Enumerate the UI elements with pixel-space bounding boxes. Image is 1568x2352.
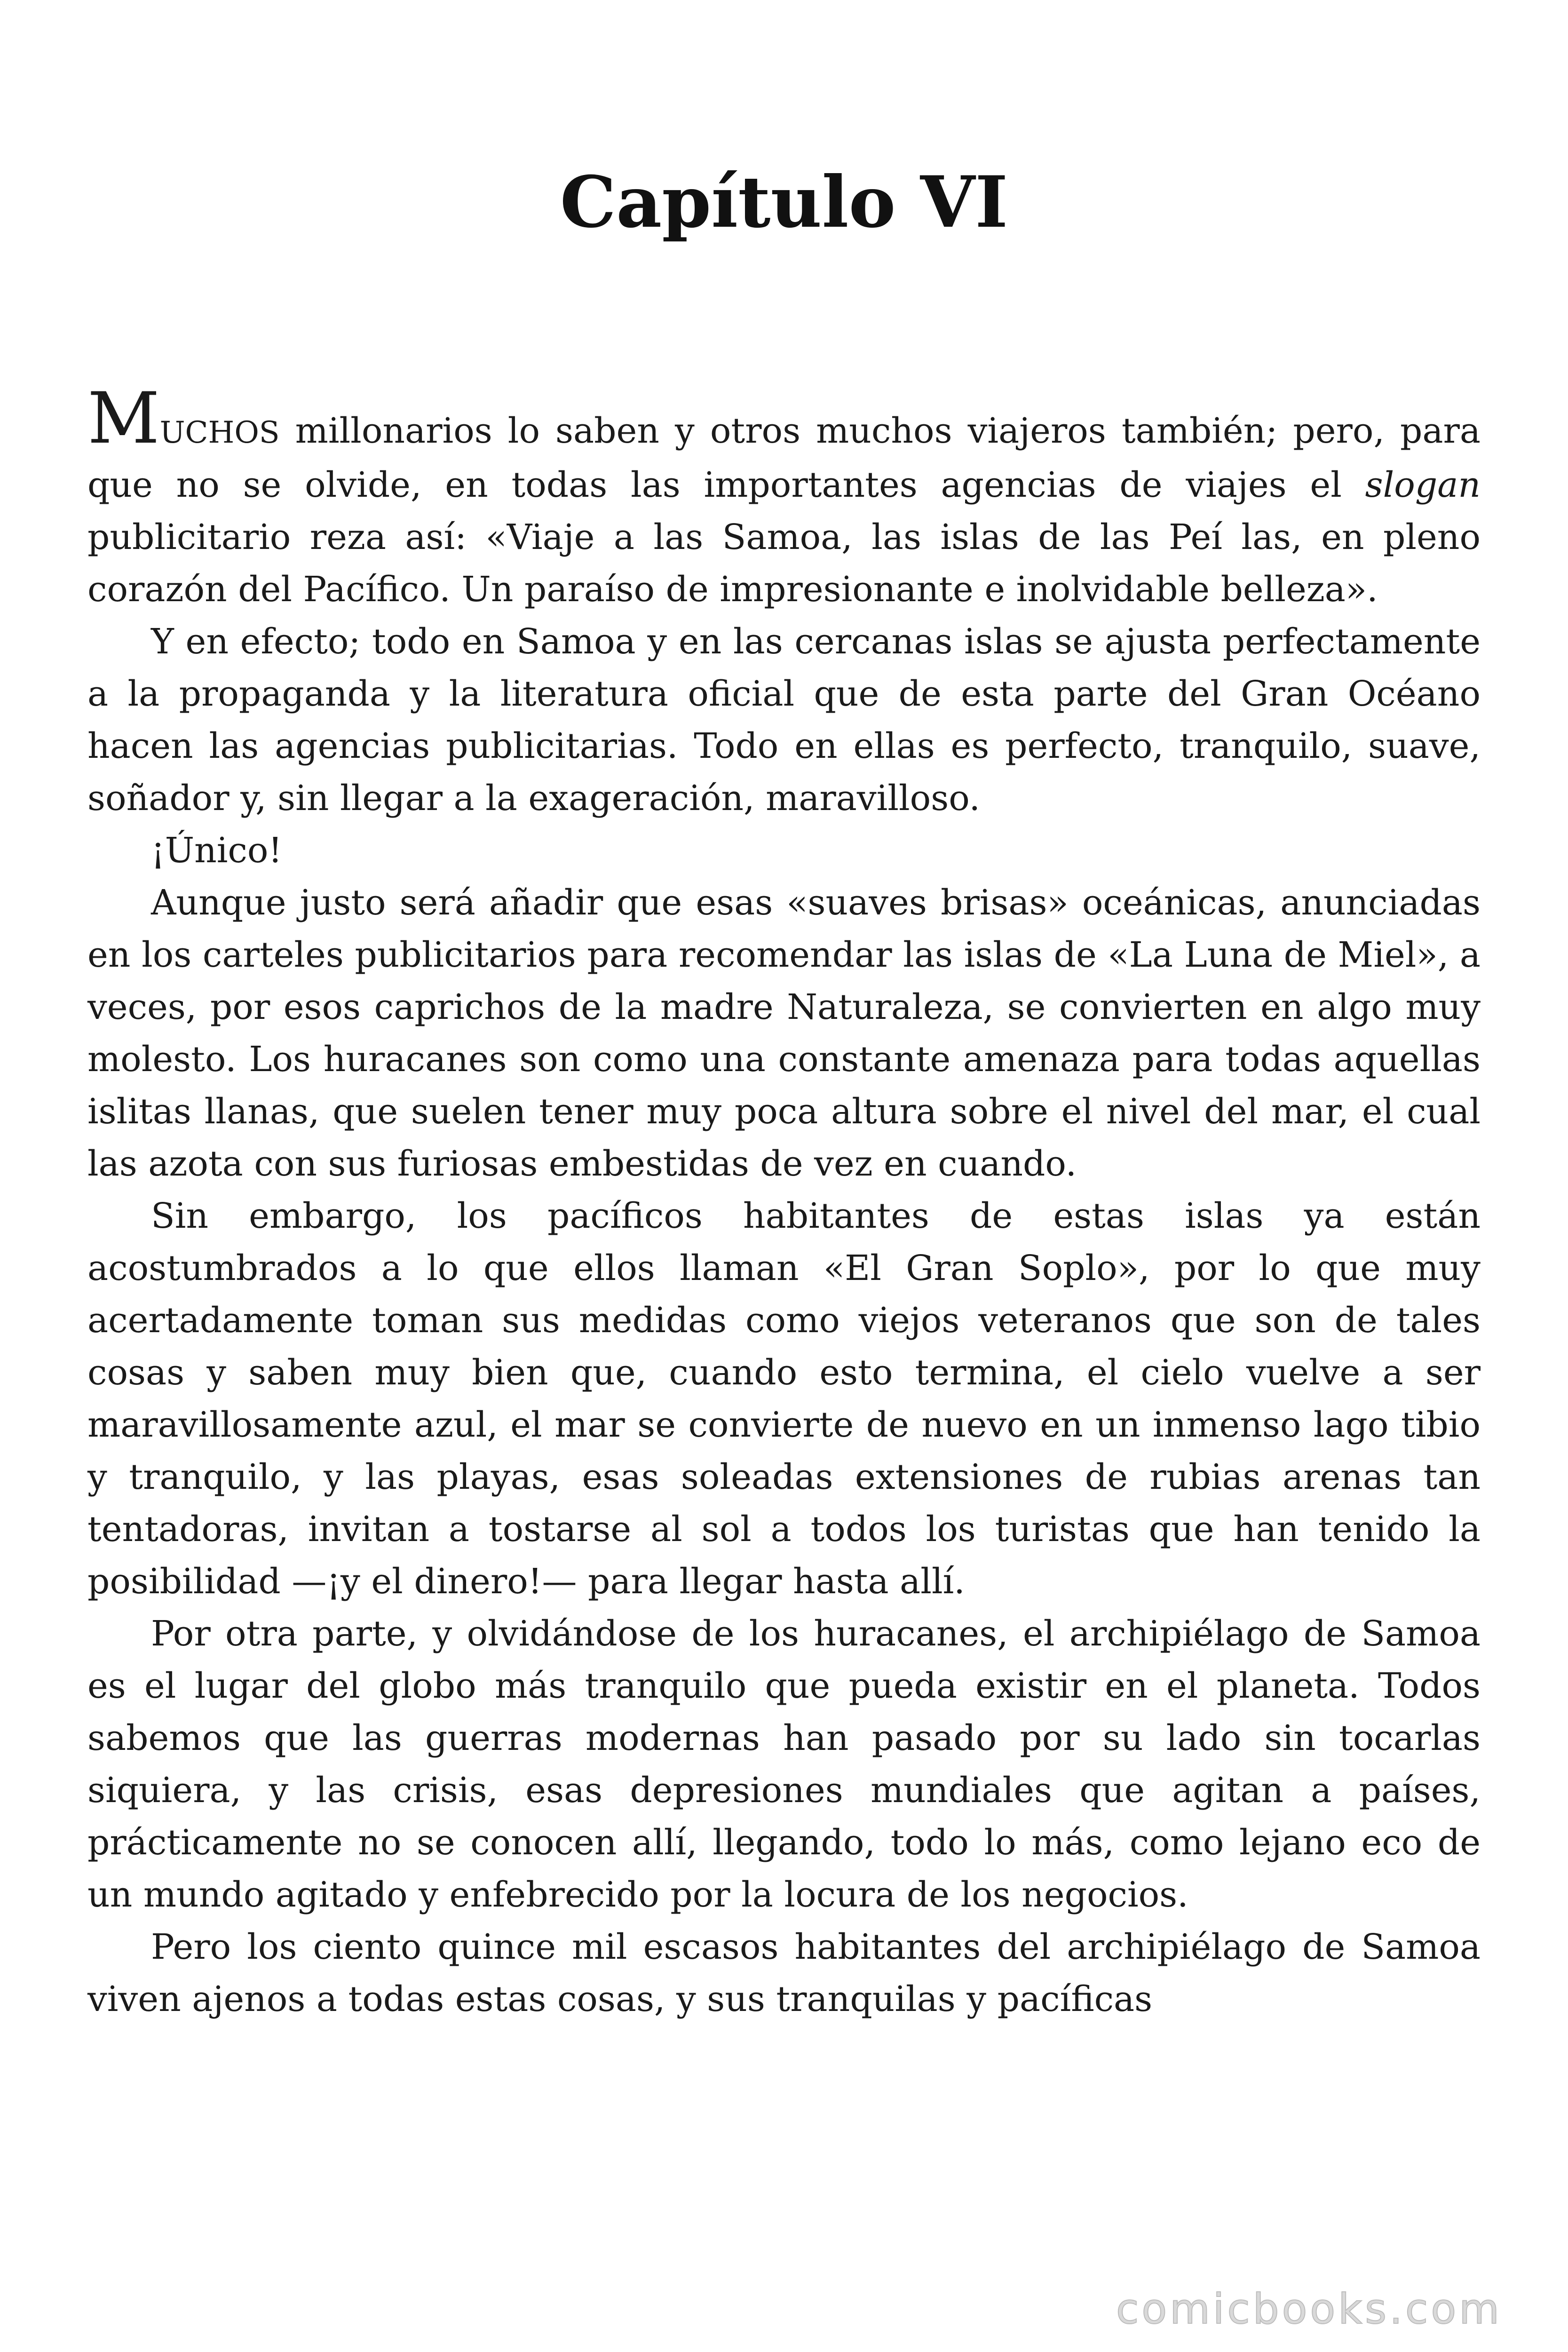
paragraph-1-text-a: millonarios lo saben y otros muchos viajeros también; pero, para que no se olvide, en todas las importantes agencias de viajes el — [87, 411, 1481, 505]
small-caps-word: UCHOS — [159, 415, 280, 450]
drop-cap: M — [87, 378, 160, 460]
paragraph-2: Y en efecto; todo en Samoa y en las cercanas islas se ajusta perfectamente a la propaganda y la literatura oficial que de esta parte del Gran Océano hacen las agencias publicitarias. Todo en ellas es perfecto, tranquilo, suave, soñador y, sin llegar a la exageración, maravilloso. — [87, 621, 1481, 818]
paragraph-5: Sin embargo, los pacíficos habitantes de estas islas ya están acostumbrados a lo que ellos llaman «El Gran Soplo», por lo que muy acertadamente toman sus medidas como viejos veteranos que son de tales cosas y saben muy bien que, cuando esto termina, el cielo vuelve a ser maravillosamente azul, el mar se convierte de nuevo en un inmenso lago tibio y tranquilo, y las playas, esas soleadas extensiones de rubias arenas tan tentadoras, invitan a tostarse al sol a todos los turistas que han tenido la posibilidad —¡y el dinero!— para llegar hasta allí. — [87, 1196, 1481, 1602]
paragraph-1 — [87, 378, 1481, 616]
paragraph-7: Pero los ciento quince mil escasos habitantes del archipiélago de Samoa viven ajenos a todas estas cosas, y sus tranquilas y pacíficas — [87, 1927, 1481, 2019]
body-text — [87, 378, 1481, 2026]
paragraph-1-text-b: publicitario reza así: «Viaje a las Samoa, las islas de las Peí las, en pleno corazón del Pacífico. Un paraíso de impresionante e inolvidable belleza». — [87, 517, 1481, 610]
chapter-title: Capítulo VI — [560, 161, 1008, 244]
italic-slogan: slogan — [1365, 465, 1481, 505]
watermark: comicbooks.com — [1116, 2285, 1502, 2333]
paragraph-4: Aunque justo será añadir que esas «suaves brisas» oceánicas, anunciadas en los carteles publicitarios para recomendar las islas de «La Luna de Miel», a veces, por esos caprichos de la madre Naturaleza, se convierten en algo muy molesto. Los huracanes son como una constante amenaza para todas aquellas islitas llanas, que suelen tener muy poca altura sobre el nivel del mar, el cual las azota con sus furiosas embestidas de vez en cuando. — [87, 882, 1481, 1184]
paragraph-3: ¡Único! — [151, 830, 283, 871]
paragraph-6: Por otra parte, y olvidándose de los huracanes, el archipiélago de Samoa es el lugar del globo más tranquilo que pueda existir en el planeta. Todos sabemos que las guerras modernas han pasado por su lado sin tocarlas siquiera, y las crisis, esas depresiones mundiales que agitan a países, prácticamente no se conocen allí, llegando, todo lo más, como lejano eco de un mundo agitado y enfebrecido por la locura de los negocios. — [87, 1613, 1481, 1915]
